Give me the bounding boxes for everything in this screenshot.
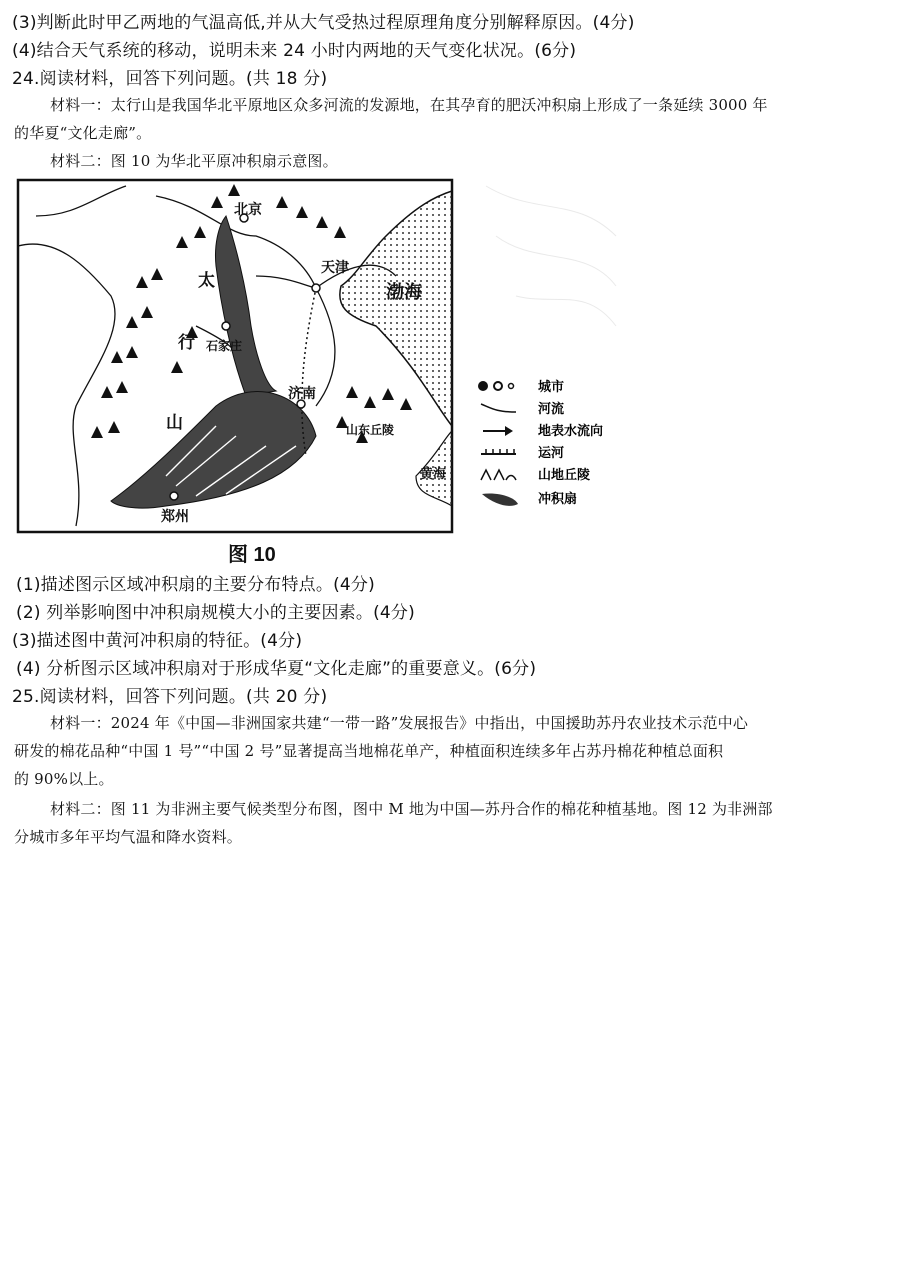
label-hang: 行 <box>178 333 195 353</box>
label-bohai: 渤海 <box>386 282 422 303</box>
label-tai: 太 <box>198 271 215 291</box>
label-zhengzhou: 郑州 <box>161 509 189 525</box>
figure-10-caption: 图 10 <box>228 544 276 566</box>
q25-material1-line2: 研发的棉花品种“中国 1 号”“中国 2 号”显著提高当地棉花单产，种植面积连续多年占苏丹棉花种植总面积 <box>14 742 724 760</box>
label-huanghai: 黄海 <box>420 467 447 482</box>
q24-question4: (4) 分析图示区域冲积扇对于形成华夏“文化走廊”的重要意义。(6分) <box>16 659 537 679</box>
legend-canal: 运河 <box>538 446 565 461</box>
q25-title: 25.阅读材料，回答下列问题。(共 20 分) <box>12 687 328 707</box>
legend <box>478 379 603 507</box>
q23-part3: (3)判断此时甲乙两地的气温高低,并从大气受热过程原理角度分别解释原因。(4分) <box>12 13 635 33</box>
q24-title: 24.阅读材料，回答下列问题。(共 18 分) <box>12 69 328 89</box>
figure-10-map <box>16 176 626 536</box>
label-tianjin: 天津 <box>321 260 349 276</box>
q24-material1-line1: 材料一：太行山是我国华北平原地区众多河流的发源地，在其孕育的肥沃冲积扇上形成了一条延续 3000 年 <box>50 96 768 114</box>
q25-material2-line2: 分城市多年平均气温和降水资料。 <box>14 828 243 846</box>
label-beijing: 北京 <box>234 202 262 218</box>
q24-question3: (3)描述图中黄河冲积扇的特征。(4分) <box>12 631 303 651</box>
label-jinan: 济南 <box>288 386 316 402</box>
q24-material1-line2: 的华夏“文化走廊”。 <box>14 124 152 142</box>
label-shan: 山 <box>166 413 183 433</box>
label-shandong-hills: 山东丘陵 <box>346 423 395 437</box>
legend-city: 城市 <box>538 380 565 395</box>
legend-mountain: 山地丘陵 <box>538 468 591 483</box>
q23-part4: (4)结合天气系统的移动，说明未来 24 小时内两地的天气变化状况。(6分) <box>12 41 577 61</box>
q25-material1-line1: 材料一：2024 年《中国—非洲国家共建“一带一路”发展报告》中指出，中国援助苏丹农业技术示范中心 <box>50 714 749 732</box>
q24-question2: (2) 列举影响图中冲积扇规模大小的主要因素。(4分) <box>16 603 415 623</box>
q25-material1-line3: 的 90%以上。 <box>14 770 114 788</box>
q25-material2-line1: 材料二：图 11 为非洲主要气候类型分布图，图中 M 地为中国—苏丹合作的棉花种植基地。图 12 为非洲部 <box>50 800 773 818</box>
legend-river: 河流 <box>538 402 565 417</box>
q24-question1: (1)描述图示区域冲积扇的主要分布特点。(4分) <box>16 575 375 595</box>
legend-fan: 冲积扇 <box>538 492 578 507</box>
legend-surface-flow: 地表水流向 <box>538 424 604 439</box>
background-noise <box>486 186 616 326</box>
label-shijiazhuang: 石家庄 <box>206 339 243 353</box>
q24-material2: 材料二：图 10 为华北平原冲积扇示意图。 <box>50 152 338 170</box>
